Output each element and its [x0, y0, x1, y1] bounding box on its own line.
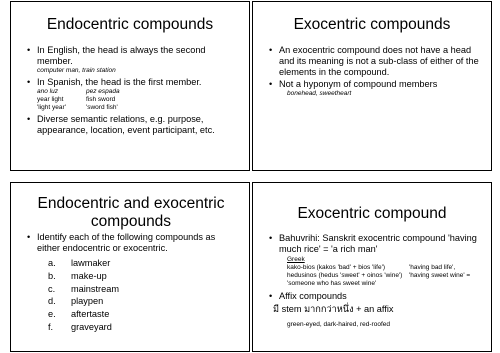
bullet-item — [269, 233, 481, 255]
table-row — [37, 104, 120, 112]
list-item-letter: c. — [48, 283, 56, 294]
list-item-word: aftertaste — [71, 309, 110, 320]
greek-examples-table — [287, 264, 470, 288]
list-item-word: lawmaker — [71, 258, 111, 268]
list-item-word: mainstream — [71, 283, 119, 294]
slide-content — [269, 233, 481, 329]
bullet-item — [27, 45, 239, 67]
slide-exocentric-compounds — [252, 1, 492, 171]
table-row — [287, 264, 470, 272]
table-cell: year light — [37, 96, 64, 103]
bullet-item — [27, 114, 239, 136]
bullet-text: In Spanish, the head is the first member. — [37, 77, 202, 87]
table-cell: ano luz — [37, 88, 58, 95]
slide-content — [27, 45, 239, 136]
bullet-item — [27, 232, 239, 254]
greek-label: Greek — [287, 256, 305, 263]
bullet-icon: • — [27, 232, 31, 242]
list-item — [27, 270, 239, 283]
slide-endocentric-and-exocentric — [10, 182, 250, 352]
bullet-icon: • — [27, 45, 31, 55]
bullet-icon: • — [27, 114, 31, 124]
slide-title: Exocentric compounds — [293, 16, 451, 33]
list-item-word: make-up — [71, 270, 107, 281]
list-item-word: graveyard — [71, 321, 112, 332]
example-text: green-eyed, dark-haired, red-roofed — [287, 321, 390, 328]
slide-title: Endocentric and exocentric compounds — [37, 195, 225, 230]
bullet-icon: • — [269, 45, 273, 55]
table-cell: fish sword — [86, 96, 116, 103]
slide-title: Exocentric compound — [297, 205, 447, 222]
bullet-text: In English, the head is always the second member. — [37, 45, 206, 66]
affix-formula: มี stem มากกว่าหนึ่ง + an affix — [273, 304, 394, 314]
table-row — [37, 88, 120, 96]
example-text: computer man, train station — [37, 67, 116, 74]
slide-title: Endocentric compounds — [46, 16, 214, 33]
bullet-icon: • — [269, 233, 273, 243]
slide-exocentric-compound — [252, 182, 492, 352]
list-item-letter: e. — [48, 309, 56, 320]
bullet-text: Bahuvrihi: Sanskrit exocentric compound 'having much rice' = 'a rich man' — [279, 233, 477, 254]
list-item — [27, 295, 239, 308]
list-item-letter: f. — [48, 321, 54, 332]
table-row — [37, 96, 120, 104]
bullet-text: Affix compounds — [279, 291, 347, 301]
example-pairs-table — [37, 88, 120, 112]
list-item — [27, 257, 239, 270]
bullet-item — [269, 45, 481, 78]
slide-content — [269, 45, 481, 98]
bullet-icon: • — [27, 77, 31, 87]
table-cell: 'sword fish' — [86, 104, 118, 111]
list-item-letter: b. — [48, 270, 56, 281]
list-item — [27, 283, 239, 296]
list-item-letter: a. — [48, 258, 56, 268]
table-cell: 'having bad life', — [409, 264, 456, 271]
table-cell: 'having sweet wine' = — [409, 272, 471, 279]
table-cell: kako-bios (kakos 'bad' + bios 'life') — [287, 264, 385, 271]
bullet-text: Not a hyponym of compound members — [279, 79, 438, 89]
slide-endocentric-compounds — [10, 1, 250, 171]
bullet-item — [27, 77, 239, 88]
table-cell: 'light year' — [37, 104, 66, 111]
bullet-item — [269, 79, 481, 90]
list-item — [27, 321, 239, 334]
table-row — [287, 272, 470, 288]
bullet-item — [269, 291, 481, 302]
bullet-icon: • — [269, 291, 273, 301]
bullet-text: An exocentric compound does not have a head and its meaning is not a sub-class of either of the elements in the compound. — [279, 45, 479, 77]
bullet-text: Diverse semantic relations, e.g. purpose, appearance, location, event participant, etc. — [37, 114, 215, 135]
table-cell: hedusinos (hedus 'sweet' + oinos 'wine') 'someone who has sweet wine' — [287, 272, 403, 287]
bullet-icon: • — [269, 79, 273, 89]
slide-content — [27, 232, 239, 334]
compound-list — [27, 257, 239, 334]
bullet-text: Identify each of the following compounds as either endocentric or exocentric. — [37, 232, 216, 253]
example-text: bonehead, sweetheart — [287, 90, 352, 97]
list-item-word: playpen — [71, 296, 104, 307]
list-item-letter: d. — [48, 296, 56, 307]
list-item — [27, 308, 239, 321]
table-cell: pez espada — [86, 88, 120, 95]
